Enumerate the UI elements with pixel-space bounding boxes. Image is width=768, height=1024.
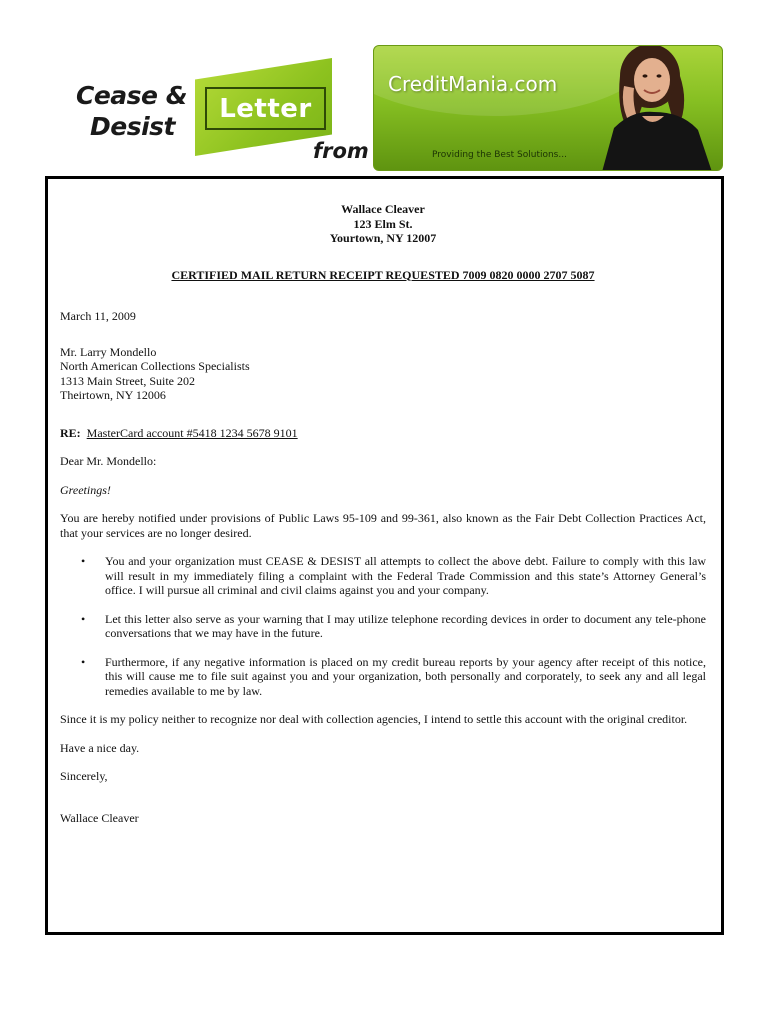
point-text: Furthermore, if any negative information is placed on my credit bureau reports by your agency after receipt of this notice, this will cause me to file suit against you and your organization, both personally and corporately, to seek any and all legal remedies available to me by law. bbox=[105, 654, 706, 698]
closing-paragraph: Since it is my policy neither to recognize nor deal with collection agencies, I intend to settle this account with the original creditor. bbox=[60, 712, 688, 726]
bullet-icon: • bbox=[81, 611, 86, 626]
certified-mail-line: CERTIFIED MAIL RETURN RECEIPT REQUESTED 7009 0820 0000 2707 5087 bbox=[171, 267, 595, 282]
recipient-name: Mr. Larry Mondello bbox=[60, 344, 157, 359]
list-item bbox=[60, 655, 706, 699]
demand-points-list bbox=[60, 554, 706, 698]
recipient-city: Theirtown, NY 12006 bbox=[60, 388, 166, 402]
document-header bbox=[0, 0, 768, 178]
creditmania-logo: CreditMania.com bbox=[388, 72, 558, 96]
sender-street: 123 Elm St. bbox=[353, 216, 413, 231]
sender-address bbox=[60, 202, 706, 246]
creditmania-tagline: Providing the Best Solutions... bbox=[432, 150, 567, 160]
creditmania-banner bbox=[373, 45, 723, 171]
nice-day-line: Have a nice day. bbox=[60, 740, 140, 755]
greeting: Greetings! bbox=[60, 482, 111, 497]
reference-label: RE: bbox=[60, 425, 81, 440]
title-line-2: Desist bbox=[90, 112, 175, 141]
recipient-address bbox=[60, 345, 706, 403]
intro-paragraph: You are hereby notified under provisions of Public Laws 95-109 and 99-361, also known as the Fair Debt Collection Practices Act, that your services are no longer desired. bbox=[60, 511, 706, 540]
salutation: Dear Mr. Mondello: bbox=[60, 454, 157, 468]
letter-body bbox=[60, 202, 706, 825]
woman-photo-icon bbox=[572, 46, 722, 171]
sender-name: Wallace Cleaver bbox=[341, 202, 425, 216]
point-text: You and your organization must CEASE & DESIST all attempts to collect the above debt. Failure to comply with this law will result in my immediately filing a complaint with the Federal Trade Commission and this state’s Attorney General’s office. I will pursue all criminal and civil claims against you and your company. bbox=[105, 554, 706, 597]
list-item bbox=[60, 612, 706, 641]
letter-badge bbox=[205, 87, 326, 130]
letter-date: March 11, 2009 bbox=[60, 309, 136, 323]
title-line-1: Cease & bbox=[76, 81, 188, 110]
letter-badge-text: Letter bbox=[219, 93, 312, 124]
reference-line bbox=[60, 426, 706, 441]
point-text: Let this letter also serve as your warning that I may utilize telephone recording devices in order to document any tele-phone conversations that we may have in the future. bbox=[105, 611, 706, 640]
reference-account: MasterCard account #5418 1234 5678 9101 bbox=[86, 425, 298, 440]
signature-name: Wallace Cleaver bbox=[60, 810, 139, 825]
sender-city: Yourtown, NY 12007 bbox=[329, 231, 437, 245]
letter-frame bbox=[45, 176, 724, 935]
recipient-street: 1313 Main Street, Suite 202 bbox=[60, 373, 195, 388]
from-label: from bbox=[313, 139, 369, 163]
recipient-company: North American Collections Specialists bbox=[60, 359, 250, 373]
bullet-icon: • bbox=[81, 554, 86, 568]
bullet-icon: • bbox=[81, 654, 86, 669]
cease-desist-title bbox=[76, 80, 196, 142]
sign-off: Sincerely, bbox=[60, 769, 108, 783]
list-item bbox=[60, 554, 706, 598]
